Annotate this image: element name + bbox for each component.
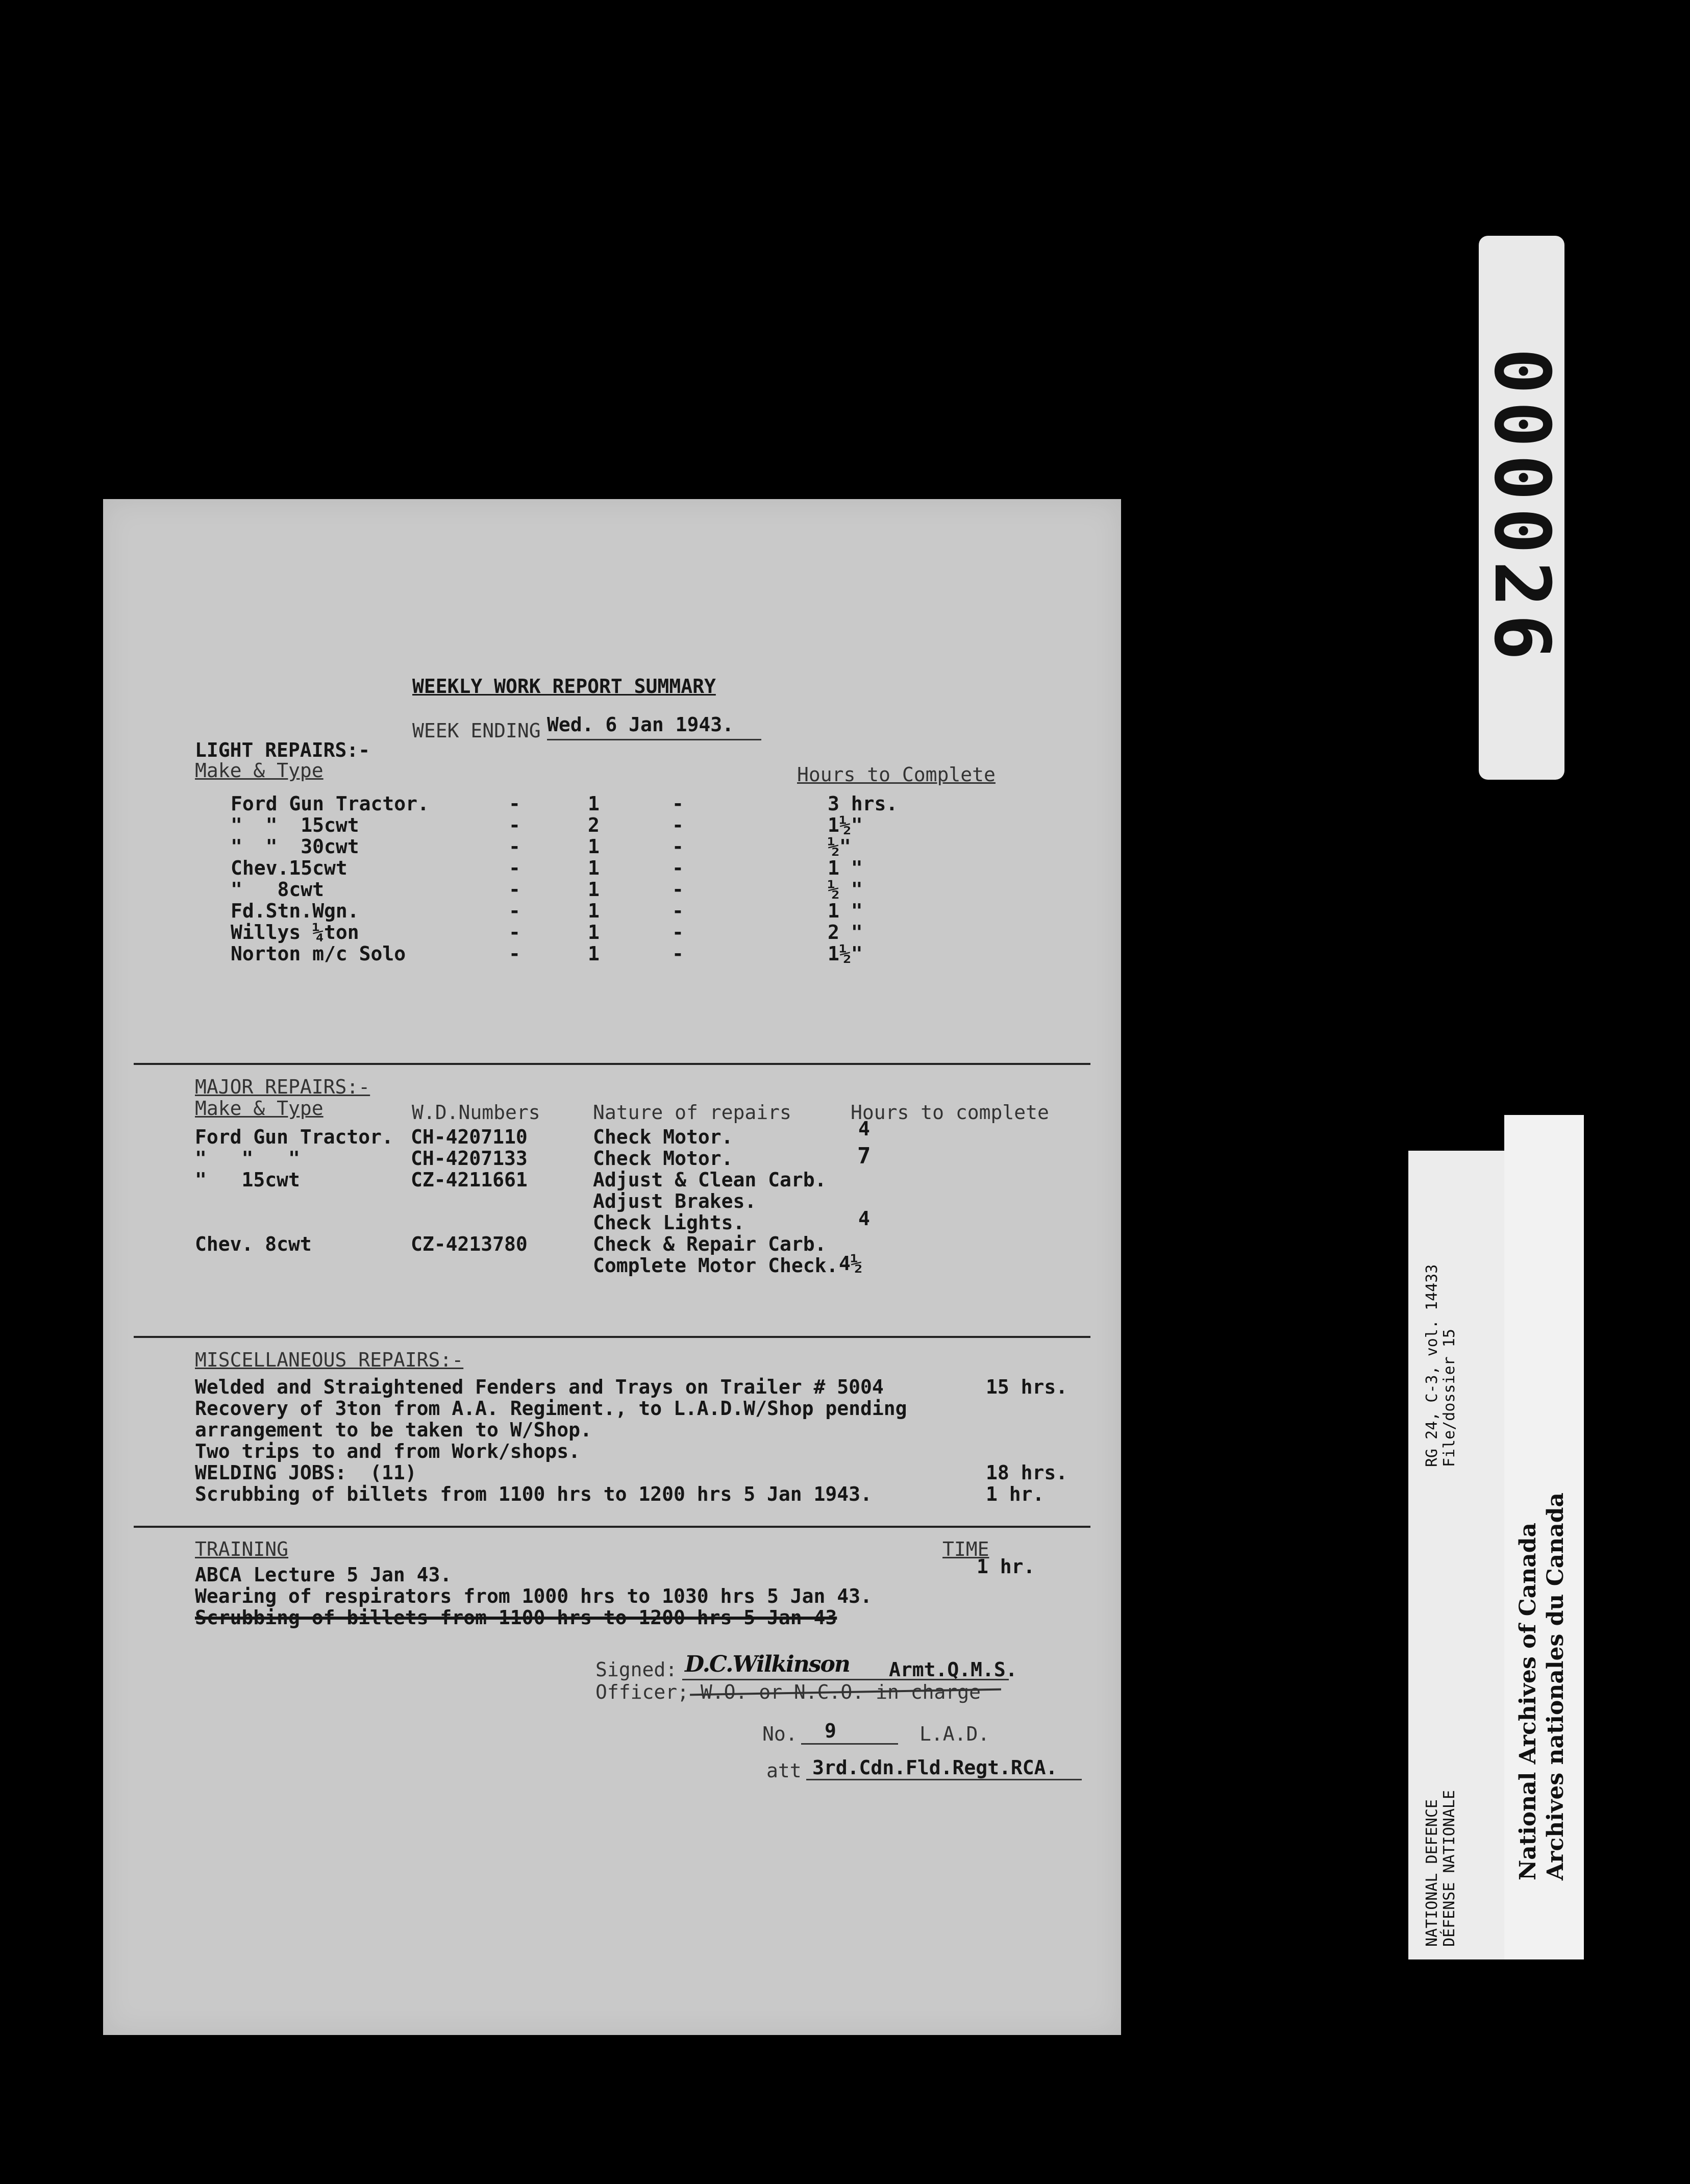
section-divider: [134, 1336, 1090, 1338]
major-hours: 4: [858, 1207, 870, 1230]
major-hours-label: Hours to complete: [851, 1101, 1049, 1124]
week-ending-label: WEEK ENDING: [412, 719, 541, 742]
misc-repairs-heading: MISCELLANEOUS REPAIRS:-: [195, 1349, 464, 1371]
misc-hours: 18 hrs.: [986, 1461, 1068, 1484]
week-ending-value: Wed. 6 Jan 1943.: [547, 713, 734, 736]
light-dash: -: [672, 942, 684, 965]
major-type: " 15cwt: [195, 1169, 300, 1191]
misc-hours: 15 hrs.: [986, 1376, 1068, 1398]
light-type: Willys ¼ton: [231, 921, 359, 944]
light-dash: -: [672, 900, 684, 922]
light-dash: -: [509, 835, 520, 858]
light-qty: 1: [588, 942, 600, 965]
section-divider: [134, 1526, 1090, 1528]
light-dash: -: [509, 878, 520, 901]
training-text: Wearing of respirators from 1000 hrs to 1030 hrs 5 Jan 43.: [195, 1585, 872, 1607]
document-page: [103, 499, 1121, 2035]
major-nature: Check Motor.: [593, 1147, 733, 1170]
major-type: Ford Gun Tractor.: [195, 1126, 393, 1148]
light-dash: -: [509, 921, 520, 944]
major-wd: CZ-4211661: [411, 1169, 528, 1191]
light-qty: 2: [588, 814, 600, 836]
light-dash: -: [509, 792, 520, 815]
handwritten-signature: D.C.Wilkinson: [685, 1651, 850, 1677]
training-text-struck: Scrubbing of billets from 1100 hrs to 1200 hrs 5 Jan 43: [195, 1606, 837, 1629]
unit-number-label: No.: [762, 1723, 798, 1745]
week-ending-underline: [547, 739, 761, 740]
attached-label: att: [766, 1759, 802, 1782]
light-dash: -: [672, 814, 684, 836]
light-type: Ford Gun Tractor.: [231, 792, 429, 815]
misc-text: Scrubbing of billets from 1100 hrs to 1200 hrs 5 Jan 1943.: [195, 1483, 872, 1505]
major-hours: 4: [858, 1118, 870, 1140]
major-type: " " ": [195, 1147, 300, 1170]
light-make-type-label: Make & Type: [195, 759, 324, 782]
light-dash: -: [672, 878, 684, 901]
major-nature-label: Nature of repairs: [593, 1101, 791, 1124]
reel-number-label: [1479, 236, 1564, 780]
attached-value: 3rd.Cdn.Fld.Regt.RCA.: [812, 1756, 1058, 1779]
archives-name-en: National Archives of Canada: [1515, 1522, 1541, 1880]
light-qty: 1: [588, 857, 600, 879]
unit-name: L.A.D.: [919, 1723, 990, 1745]
light-qty: 1: [588, 921, 600, 944]
light-hours: 1½": [828, 814, 863, 836]
light-qty: 1: [588, 835, 600, 858]
light-dash: -: [509, 857, 520, 879]
light-type: Fd.Stn.Wgn.: [231, 900, 359, 922]
light-dash: -: [672, 792, 684, 815]
department-fr: DÉFENSE NATIONALE: [1440, 1790, 1458, 1947]
major-wd: CH-4207133: [411, 1147, 528, 1170]
major-nature: Check Lights.: [593, 1211, 745, 1234]
light-type: " 8cwt: [231, 878, 325, 901]
unit-number-value: 9: [825, 1720, 836, 1742]
light-repairs-heading: LIGHT REPAIRS:-: [195, 739, 370, 761]
signature-line: [682, 1679, 1009, 1680]
light-hours: 2 ": [828, 921, 863, 944]
light-hours: ½ ": [828, 878, 863, 901]
training-time: 1 hr.: [977, 1555, 1035, 1578]
archives-strip: [1504, 1115, 1584, 1959]
major-make-type-label: Make & Type: [195, 1097, 324, 1120]
misc-text: Two trips to and from Work/shops.: [195, 1440, 580, 1462]
reference-line-1: RG 24, C-3, vol. 14433: [1423, 1264, 1441, 1467]
light-qty: 1: [588, 900, 600, 922]
department-en: NATIONAL DEFENCE: [1423, 1799, 1441, 1947]
light-dash: -: [672, 921, 684, 944]
light-qty: 1: [588, 878, 600, 901]
misc-hours: 1 hr.: [986, 1483, 1045, 1505]
signer-rank: Armt.Q.M.S.: [889, 1658, 1017, 1681]
major-type: Chev. 8cwt: [195, 1233, 312, 1255]
signed-label: Signed:: [595, 1658, 678, 1681]
light-dash: -: [672, 835, 684, 858]
light-hours: ½": [828, 835, 851, 858]
misc-text: WELDING JOBS: (11): [195, 1461, 417, 1484]
report-title: WEEKLY WORK REPORT SUMMARY: [412, 675, 716, 698]
reel-number: 000026: [1477, 348, 1566, 667]
officer-label: Officer; W.O. or N.C.O. in charge: [595, 1681, 981, 1703]
light-hours: 3 hrs.: [828, 792, 898, 815]
major-nature: Check Motor.: [593, 1126, 733, 1148]
light-type: " " 15cwt: [231, 814, 359, 836]
reference-line-2: File/dossier 15: [1440, 1329, 1458, 1467]
light-hours: 1½": [828, 942, 863, 965]
major-hours: 4½: [839, 1252, 862, 1275]
major-nature: Check & Repair Carb.: [593, 1233, 827, 1255]
misc-text: arrangement to be taken to W/Shop.: [195, 1419, 592, 1441]
training-text: ABCA Lecture 5 Jan 43.: [195, 1563, 452, 1586]
major-wd-label: W.D.Numbers: [412, 1101, 540, 1124]
misc-text: Recovery of 3ton from A.A. Regiment., to L.A.D.W/Shop pending: [195, 1397, 907, 1420]
major-nature: Adjust Brakes.: [593, 1190, 757, 1212]
light-hours: 1 ": [828, 857, 863, 879]
light-qty: 1: [588, 792, 600, 815]
light-type: " " 30cwt: [231, 835, 359, 858]
light-type: Chev.15cwt: [231, 857, 347, 879]
major-repairs-heading: MAJOR REPAIRS:-: [195, 1076, 370, 1098]
archives-name-fr: Archives nationales du Canada: [1543, 1492, 1569, 1880]
unit-number-line: [801, 1743, 898, 1745]
light-hours-label: Hours to Complete: [797, 763, 996, 786]
major-nature: Adjust & Clean Carb.: [593, 1169, 827, 1191]
light-dash: -: [672, 857, 684, 879]
section-divider: [134, 1063, 1090, 1065]
major-wd: CH-4207110: [411, 1126, 528, 1148]
training-heading: TRAINING: [195, 1538, 289, 1560]
misc-text: Welded and Straightened Fenders and Trays on Trailer # 5004: [195, 1376, 884, 1398]
light-hours: 1 ": [828, 900, 863, 922]
light-dash: -: [509, 942, 520, 965]
light-type: Norton m/c Solo: [231, 942, 406, 965]
major-wd: CZ-4213780: [411, 1233, 528, 1255]
light-dash: -: [509, 814, 520, 836]
major-hours: 7: [857, 1143, 871, 1169]
light-dash: -: [509, 900, 520, 922]
major-nature: Complete Motor Check.: [593, 1254, 838, 1277]
training-time-label: TIME: [942, 1538, 989, 1560]
attached-line: [806, 1779, 1082, 1780]
reference-strip: [1408, 1151, 1504, 1959]
